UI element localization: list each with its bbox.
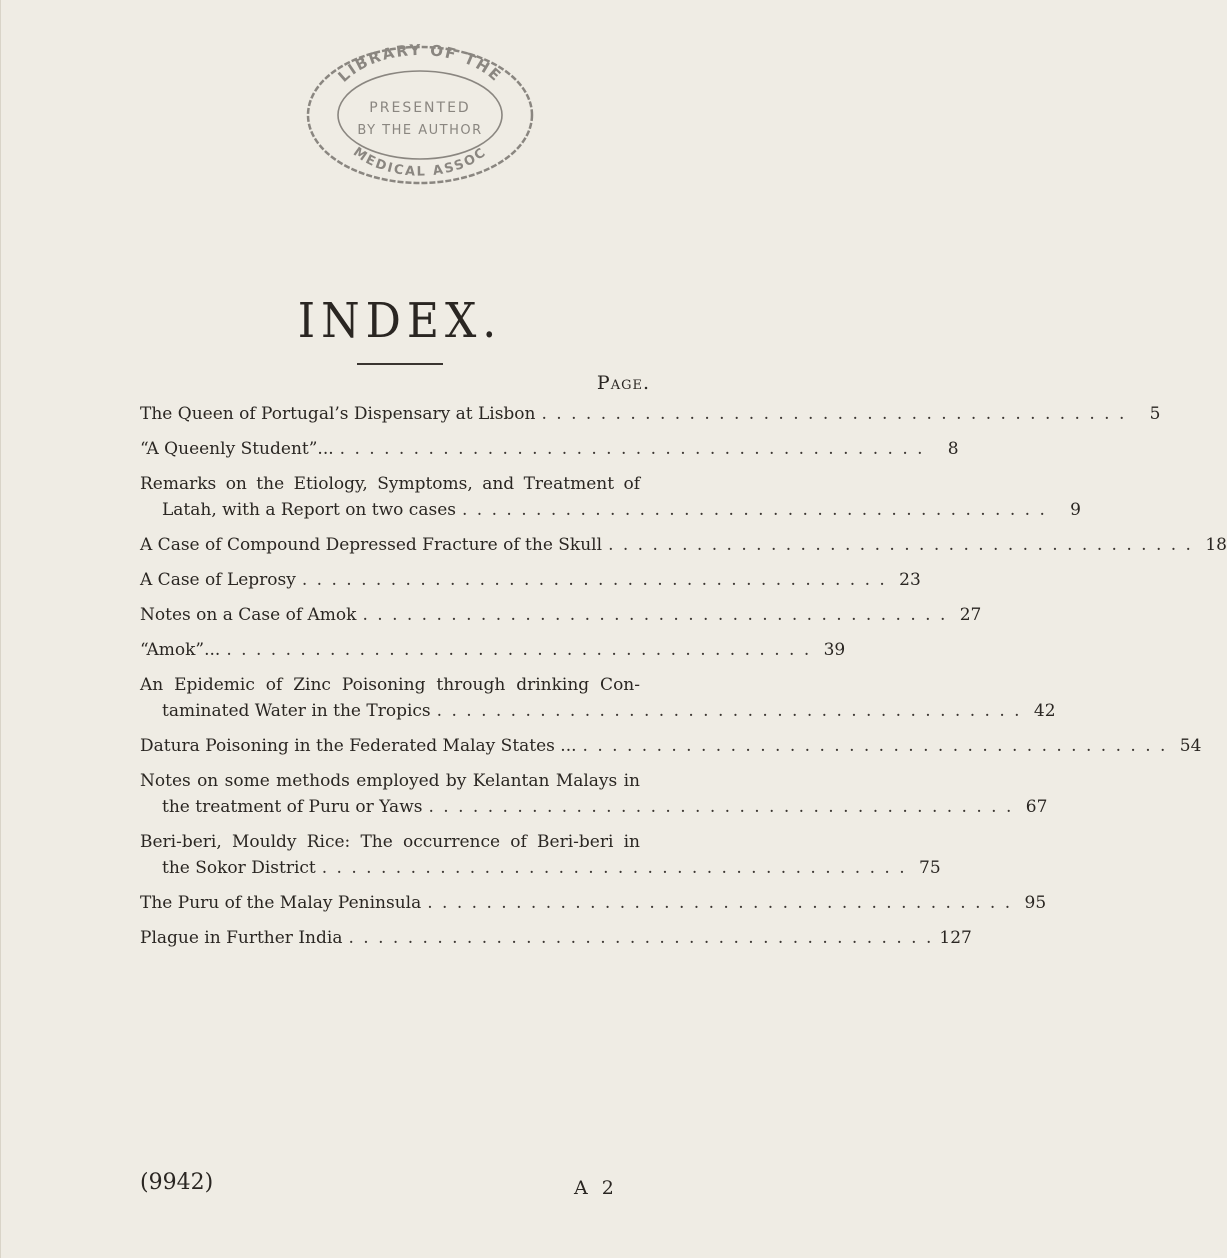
entry-title-line: Notes on a Case of Amok [140, 605, 357, 625]
entry-title-line: The Puru of the Malay Peninsula [140, 893, 422, 913]
index-entry [140, 637, 846, 663]
leader-dots: . . . . . . . . . . . . . . . . . . . . . . . . . . . . . . . . . . . . . . . . [226, 640, 812, 660]
entry-page-number: 39 [823, 640, 846, 660]
leader-dots: . . . . . . . . . . . . . . . . . . . . . . . . . . . . . . . . . . . . . . . . [427, 893, 1013, 913]
stamp-line2: BY THE AUTHOR [357, 123, 483, 138]
entry-title-line: The Queen of Portugal’s Dispensary at Lisbon [140, 404, 536, 424]
index-entry [140, 925, 972, 951]
entry-page-number: 5 [1149, 404, 1161, 424]
page-column-label: Page. [596, 372, 650, 394]
entry-title-line: the treatment of Puru or Yaws [162, 797, 423, 817]
library-stamp [300, 40, 540, 190]
stamp-graphic [300, 40, 540, 190]
entry-page-number: 67 [1025, 797, 1048, 817]
index-entry [140, 768, 1048, 820]
entry-title-line: Beri-beri, Mouldy Rice: The occurrence of Beri-beri in [140, 832, 640, 852]
index-entry [140, 733, 1202, 759]
entry-title-line: Plague in Further India [140, 928, 343, 948]
index-entry [140, 471, 1081, 523]
entry-page-number: 27 [959, 605, 982, 625]
entry-title-line: the Sokor District [162, 858, 316, 878]
leader-dots: . . . . . . . . . . . . . . . . . . . . . . . . . . . . . . . . . . . . . . . . [321, 858, 907, 878]
stamp-top-text: LIBRARY OF THE [334, 40, 506, 86]
index-entry [140, 602, 982, 628]
entry-page-number: 9 [1070, 500, 1081, 520]
leader-dots: . . . . . . . . . . . . . . . . . . . . . . . . . . . . . . . . . . . . . . . . [436, 701, 1022, 721]
entry-page-number: 42 [1033, 701, 1056, 721]
index-entry [140, 672, 1056, 724]
entry-title-line: A Case of Leprosy [140, 570, 296, 590]
entry-page-number: 54 [1179, 736, 1202, 756]
print-code: (9942) [140, 1170, 214, 1195]
entry-page-number: 18 [1205, 535, 1227, 555]
title-rule [357, 363, 443, 365]
leader-dots: . . . . . . . . . . . . . . . . . . . . . . . . . . . . . . . . . . . . . . . . [348, 928, 934, 948]
page-title: INDEX. [297, 293, 503, 350]
entry-title-line: An Epidemic of Zinc Poisoning through drinking Con- [140, 675, 640, 695]
signature-mark: A 2 [574, 1177, 618, 1199]
index-entry [140, 532, 1227, 558]
entry-title-line: taminated Water in the Tropics [162, 701, 431, 721]
leader-dots: . . . . . . . . . . . . . . . . . . . . . . . . . . . . . . . . . . . . . . . . [428, 797, 1014, 817]
entry-title-line: “Amok”... [140, 640, 221, 660]
leader-dots: . . . . . . . . . . . . . . . . . . . . . . . . . . . . . . . . . . . . . . . . [582, 736, 1168, 756]
entry-page-number: 127 [939, 928, 972, 948]
leader-dots: . . . . . . . . . . . . . . . . . . . . . . . . . . . . . . . . . . . . . . . . [608, 535, 1193, 555]
leader-dots: . . . . . . . . . . . . . . . . . . . . . . . . . . . . . . . . . . . . . . . . [301, 570, 887, 590]
entry-title-line: “A Queenly Student”... [140, 439, 334, 459]
entry-title-line: Notes on some methods employed by Kelantan Malays in [140, 771, 640, 791]
leader-dots: . . . . . . . . . . . . . . . . . . . . . . . . . . . . . . . . . . . . . . . . [362, 605, 948, 625]
svg-text:LIBRARY OF THE [334, 41, 505, 86]
index-entry [140, 401, 1161, 427]
leader-dots: . . . . . . . . . . . . . . . . . . . . . . . . . . . . . . . . . . . . . . . . [541, 404, 1127, 424]
stamp-line1: PRESENTED [369, 100, 471, 116]
index-entry [140, 829, 941, 881]
stamp-bottom-text: MEDICAL ASSOC [350, 144, 490, 180]
entry-title-line: Latah, with a Report on two cases [162, 500, 456, 520]
entry-title-line: A Case of Compound Depressed Fracture of the Skull [140, 535, 603, 555]
index-entry [140, 567, 921, 593]
leader-dots: . . . . . . . . . . . . . . . . . . . . . . . . . . . . . . . . . . . . . . . . [339, 439, 925, 459]
entry-page-number: 95 [1024, 893, 1047, 913]
entry-page-number: 23 [899, 570, 921, 590]
index-list [140, 401, 1227, 960]
entry-page-number: 8 [947, 439, 959, 459]
entry-page-number: 75 [919, 858, 941, 878]
entry-title-line: Datura Poisoning in the Federated Malay States ... [140, 736, 577, 756]
entry-title-line: Remarks on the Etiology, Symptoms, and Treatment of [140, 474, 640, 494]
index-entry [140, 436, 959, 462]
index-entry [140, 890, 1047, 916]
leader-dots: . . . . . . . . . . . . . . . . . . . . . . . . . . . . . . . . . . . . . . . . [461, 500, 1047, 520]
